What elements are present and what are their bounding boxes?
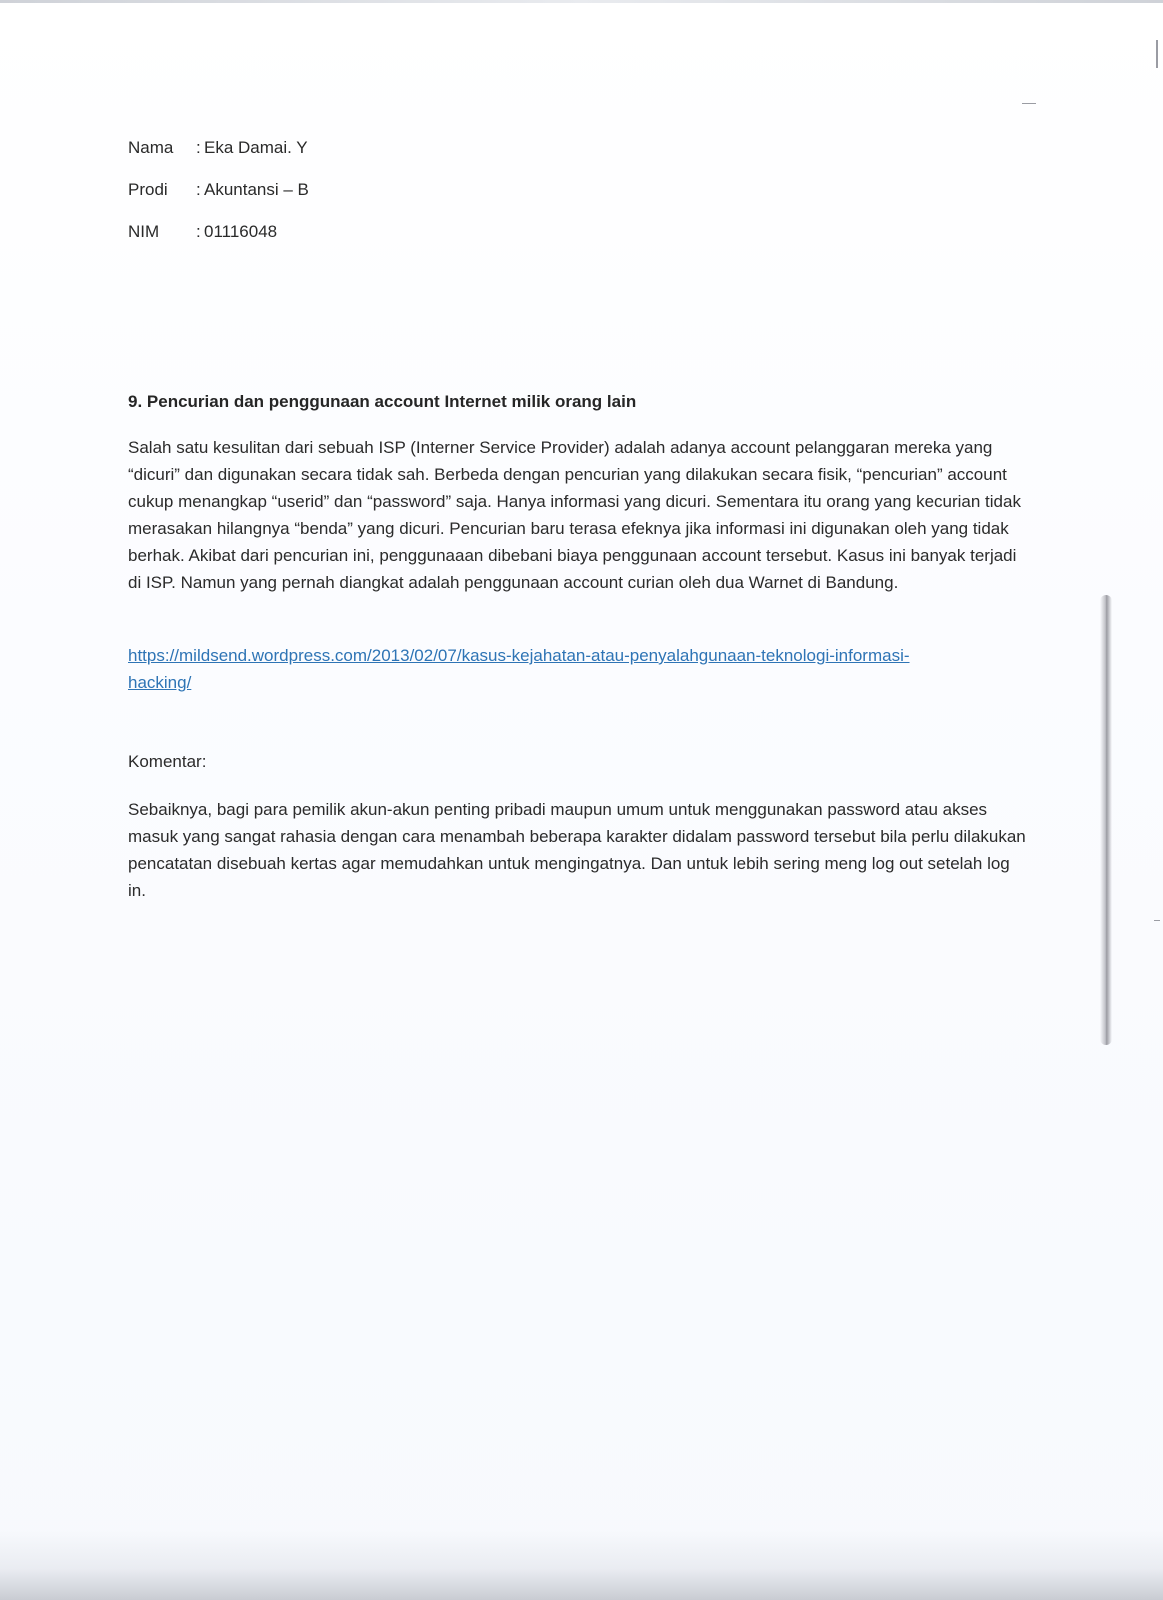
identity-row-name bbox=[128, 136, 308, 160]
identity-separator: : bbox=[196, 138, 201, 157]
page-top-edge bbox=[0, 0, 1163, 3]
binding-shadow bbox=[1100, 595, 1112, 1045]
identity-separator: : bbox=[196, 222, 201, 241]
scan-mark-right-edge bbox=[1156, 40, 1158, 68]
identity-value: 01116048 bbox=[204, 222, 278, 241]
identity-separator: : bbox=[196, 180, 201, 199]
identity-row-nim bbox=[128, 220, 277, 244]
identity-label: Nama bbox=[128, 138, 174, 157]
identity-value: Eka Damai. Y bbox=[204, 138, 308, 157]
identity-row-prodi bbox=[128, 178, 309, 202]
identity-value: Akuntansi – B bbox=[204, 180, 309, 199]
identity-label: NIM bbox=[128, 222, 160, 241]
scan-mark-top-right bbox=[1022, 103, 1036, 104]
identity-label: Prodi bbox=[128, 180, 168, 199]
scan-mark-right-tick bbox=[1154, 920, 1160, 921]
section-body: Salah satu kesulitan dari sebuah ISP (Interner Service Provider) adalah adanya account pelanggaran mereka yang “dicuri” dan digunakan secara tidak sah. Berbeda dengan pencurian yang dilakukan secara fisik, “pencurian” account cukup menangkap “userid” dan “password” saja. Hanya informasi yang dicuri. Sementara itu orang yang kecurian tidak merasakan hilangnya “benda” yang dicuri. Pencurian baru terasa efeknya jika informasi ini digunakan oleh yang tidak berhak. Akibat dari pencurian ini, penggunaaan dibebani biaya penggunaan account tersebut. Kasus ini banyak terjadi di ISP. Namun yang pernah diangkat adalah penggunaan account curian oleh dua Warnet di Bandung. bbox=[128, 438, 1021, 592]
source-link[interactable]: https://mildsend.wordpress.com/2013/02/07/kasus-kejahatan-atau-penyalahgunaan-teknologi-informasi-hacking/ bbox=[128, 646, 910, 692]
comment-body: Sebaiknya, bagi para pemilik akun-akun penting pribadi maupun umum untuk menggunakan password atau akses masuk yang sangat rahasia dengan cara menambah beberapa karakter didalam password tersebut bila perlu dilakukan pencatatan disebuah kertas agar memudahkan untuk mengingatnya. Dan untuk lebih sering meng log out setelah log in. bbox=[128, 800, 1026, 900]
comment-label: Komentar: bbox=[128, 752, 207, 771]
section-heading: 9. Pencurian dan penggunaan account Internet milik orang lain bbox=[128, 392, 637, 411]
page-bottom-shadow bbox=[0, 1530, 1163, 1600]
